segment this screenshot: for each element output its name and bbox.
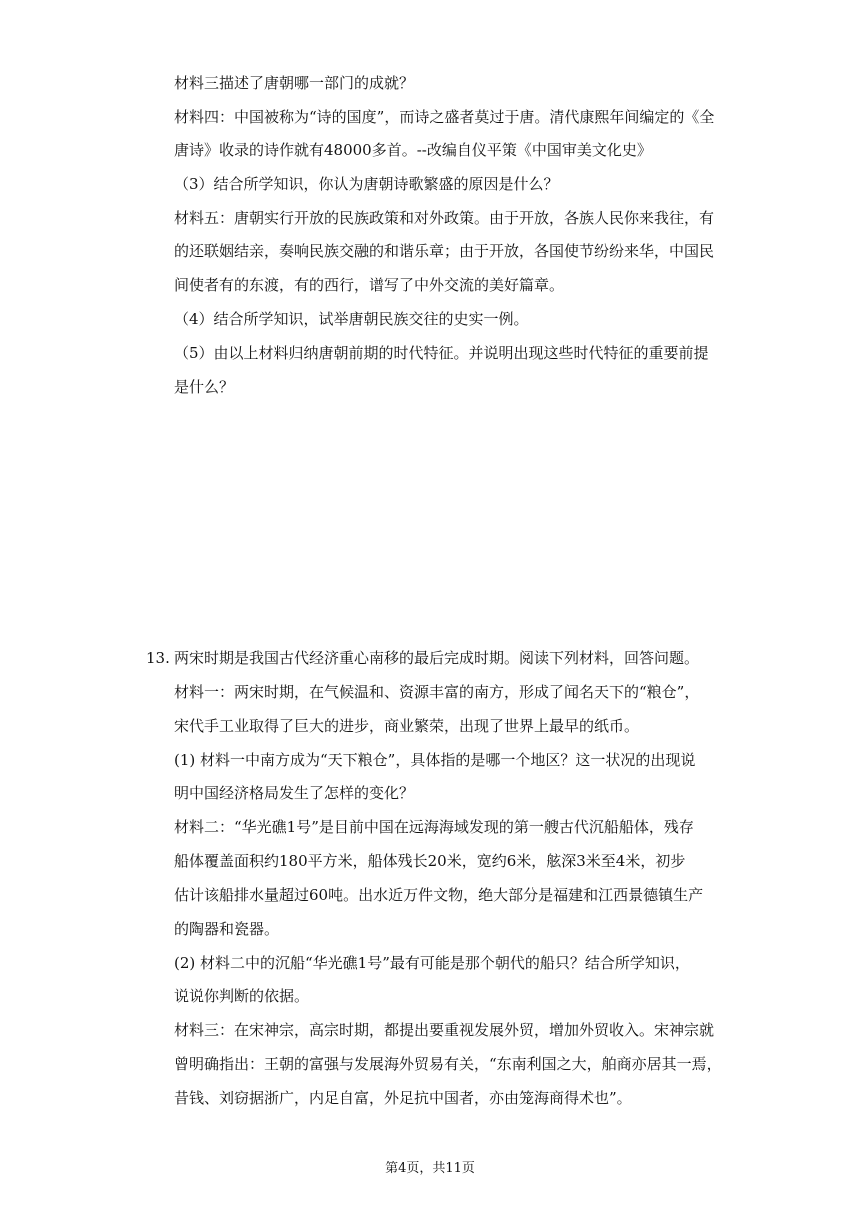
text-line: (1) 材料一中南方成为“天下粮仓”，具体指的是哪一个地区？这一状况的出现说	[174, 751, 696, 769]
text-line: 材料四：中国被称为“诗的国度”，而诗之盛者莫过于唐。清代康熙年间编定的《全	[174, 108, 715, 126]
text-line: 材料三描述了唐朝哪一部门的成就？	[174, 74, 415, 92]
text-line: (2) 材料二中的沉船“华光礁1号”最有可能是那个朝代的船只？结合所学知识，	[174, 954, 690, 972]
text-line: 说说你判断的依据。	[174, 987, 310, 1005]
text-line: 明中国经济格局发生了怎样的变化？	[174, 784, 415, 802]
text-line: 是什么？	[174, 378, 235, 396]
text-line: 的陶器和瓷器。	[174, 920, 280, 938]
text-line: 船体覆盖面积约180平方米，船体残长20米，宽约6米，舷深3米至4米，初步	[174, 852, 686, 870]
text-line: 材料三：在宋神宗，高宗时期，都提出要重视发展外贸，增加外贸收入。宋神宗就	[174, 1021, 715, 1039]
text-line: 材料二：“华光礁1号”是目前中国在远海海域发现的第一艘古代沉船船体，残存	[174, 818, 694, 836]
text-line: 间使者有的东渡，有的西行，谱写了中外交流的美好篇章。	[174, 276, 565, 294]
text-line: 两宋时期是我国古代经济重心南移的最后完成时期。阅读下列材料，回答问题。	[174, 649, 700, 667]
question-number: 13.	[146, 649, 170, 667]
text-line: （3）结合所学知识，你认为唐朝诗歌繁盛的原因是什么？	[174, 175, 559, 193]
page-footer: 第4页，共11页	[385, 1161, 475, 1176]
text-line: 材料五：唐朝实行开放的民族政策和对外政策。由于开放，各族人民你来我往，有	[174, 209, 715, 227]
text-line: 昔钱、刘窃据浙广，内足自富，外足抗中国者，亦由笼海商得术也”。	[174, 1089, 632, 1107]
text-line: 的还联姻结亲，奏响民族交融的和谐乐章；由于开放，各国使节纷纷来华，中国民	[174, 242, 715, 260]
text-line: （4）结合所学知识，试举唐朝民族交往的史实一例。	[174, 310, 529, 328]
text-line: 材料一：两宋时期，在气候温和、资源丰富的南方，形成了闻名天下的“粮仓”，	[174, 683, 700, 701]
text-line: 唐诗》收录的诗作就有48000多首。--改编自仪平策《中国审美文化史》	[174, 141, 652, 159]
text-line: 曾明确指出：王朝的富强与发展海外贸易有关，“东南利国之大，舶商亦居其一焉，	[174, 1055, 722, 1073]
text-line: （5）由以上材料归纳唐朝前期的时代特征。并说明出现这些时代特征的重要前提	[174, 344, 709, 362]
text-line: 估计该船排水量超过60吨。出水近万件文物，绝大部分是福建和江西景德镇生产	[174, 886, 704, 904]
text-line: 宋代手工业取得了巨大的进步，商业繁荣，出现了世界上最早的纸币。	[174, 717, 640, 735]
